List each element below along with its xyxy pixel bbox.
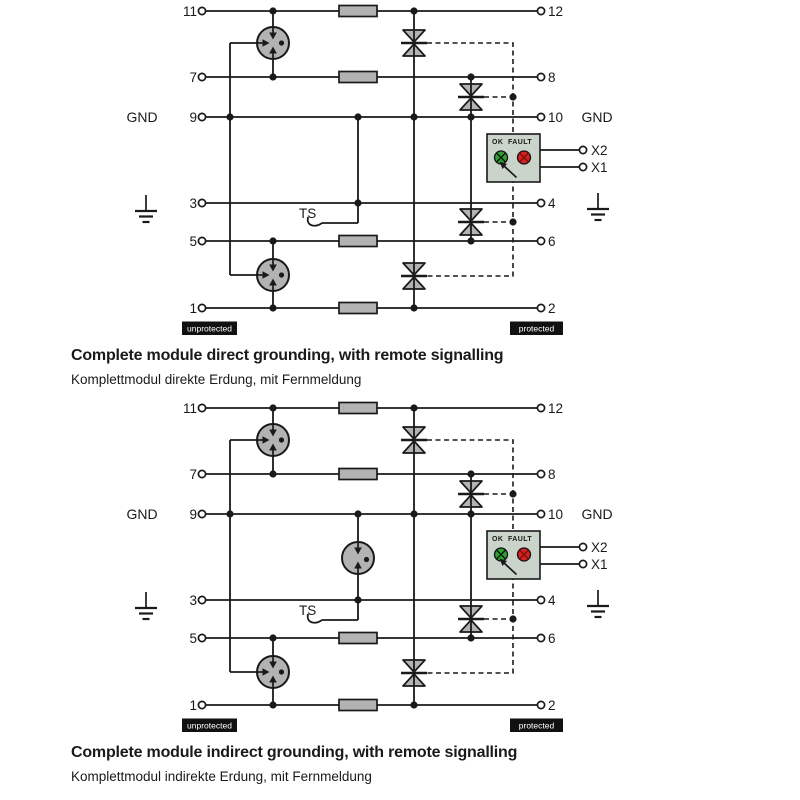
terminal-label: 7 — [189, 467, 197, 482]
resistor-icon — [339, 6, 377, 17]
terminal-label: 5 — [189, 234, 197, 249]
resistor-icon — [339, 633, 377, 644]
signal-terminal-label: X2 — [591, 143, 608, 158]
gas-discharge-tube-icon — [257, 259, 289, 291]
terminal-label: 12 — [548, 4, 564, 19]
resistor-icon — [339, 72, 377, 83]
terminal-label: 12 — [548, 401, 564, 416]
remote-signalling-indicator — [487, 134, 540, 182]
terminal-label: 5 — [189, 631, 197, 646]
junction-dot — [509, 490, 516, 497]
led-fault-label: FAULT — [508, 139, 533, 146]
junction-dot — [509, 615, 516, 622]
gnd-left-label: GND — [126, 506, 158, 522]
components — [135, 403, 609, 733]
gnd-right-label: GND — [581, 109, 613, 125]
terminal-label: 8 — [548, 70, 556, 85]
terminal-label: 1 — [189, 698, 197, 713]
terminal-label: 7 — [189, 70, 197, 85]
diagram-subtitle: Komplettmodul indirekte Erdung, mit Fernmeldung — [71, 769, 372, 784]
protected-label: protected — [518, 720, 555, 731]
terminal-label: 3 — [189, 593, 197, 608]
ts-label: TS — [299, 206, 317, 221]
terminal-label: 10 — [548, 110, 564, 125]
terminal-label: 6 — [548, 631, 556, 646]
terminal-label: 2 — [548, 301, 556, 316]
resistor-icon — [339, 403, 377, 414]
unprotected-label: unprotected — [187, 323, 232, 334]
terminal-label: 9 — [189, 507, 197, 522]
junction-dot — [509, 218, 516, 225]
earth-ground-icon — [587, 590, 609, 617]
led-ok-label: OK — [492, 536, 504, 543]
gas-discharge-tube-icon — [257, 656, 289, 688]
led-fault-label: FAULT — [508, 536, 533, 543]
terminal-label: 9 — [189, 110, 197, 125]
diagram-title: Complete module direct grounding, with remote signalling — [71, 347, 504, 364]
remote-signalling-indicator — [487, 531, 540, 579]
terminal-label: 1 — [189, 301, 197, 316]
terminal-label: 3 — [189, 196, 197, 211]
led-ok-label: OK — [492, 139, 504, 146]
signal-terminal-label: X2 — [591, 540, 608, 555]
resistor-icon — [339, 236, 377, 247]
gas-discharge-tube-icon — [257, 27, 289, 59]
resistor-icon — [339, 700, 377, 711]
circuit-diagram-indirect-grounding — [0, 397, 800, 800]
terminal-label: 4 — [548, 593, 556, 608]
gas-discharge-tube-icon — [257, 424, 289, 456]
signal-terminal-label: X1 — [591, 160, 608, 175]
terminal-label: 2 — [548, 698, 556, 713]
terminal-label: 8 — [548, 467, 556, 482]
terminal-label: 4 — [548, 196, 556, 211]
components — [135, 6, 609, 336]
zone-labels — [182, 719, 563, 733]
unprotected-label: unprotected — [187, 720, 232, 731]
signal-terminal-label: X1 — [591, 557, 608, 572]
terminal-label: 6 — [548, 234, 556, 249]
resistor-icon — [339, 303, 377, 314]
terminal-label: 11 — [182, 4, 197, 19]
ts-label: TS — [299, 603, 317, 618]
earth-ground-icon — [135, 195, 157, 222]
circuit-diagram-direct-grounding — [0, 0, 800, 397]
indirect-grounding-gas-discharge-tube-icon — [342, 542, 374, 574]
resistor-icon — [339, 469, 377, 480]
terminal-label: 11 — [182, 401, 197, 416]
gnd-left-label: GND — [126, 109, 158, 125]
earth-ground-icon — [135, 592, 157, 619]
terminal-label: 10 — [548, 507, 564, 522]
diagram-subtitle: Komplettmodul direkte Erdung, mit Fernmeldung — [71, 372, 362, 387]
junction-dot — [509, 93, 516, 100]
diagram-title: Complete module indirect grounding, with remote signalling — [71, 744, 518, 761]
protected-label: protected — [518, 323, 555, 334]
zone-labels — [182, 322, 563, 336]
earth-ground-icon — [587, 193, 609, 220]
gnd-right-label: GND — [581, 506, 613, 522]
